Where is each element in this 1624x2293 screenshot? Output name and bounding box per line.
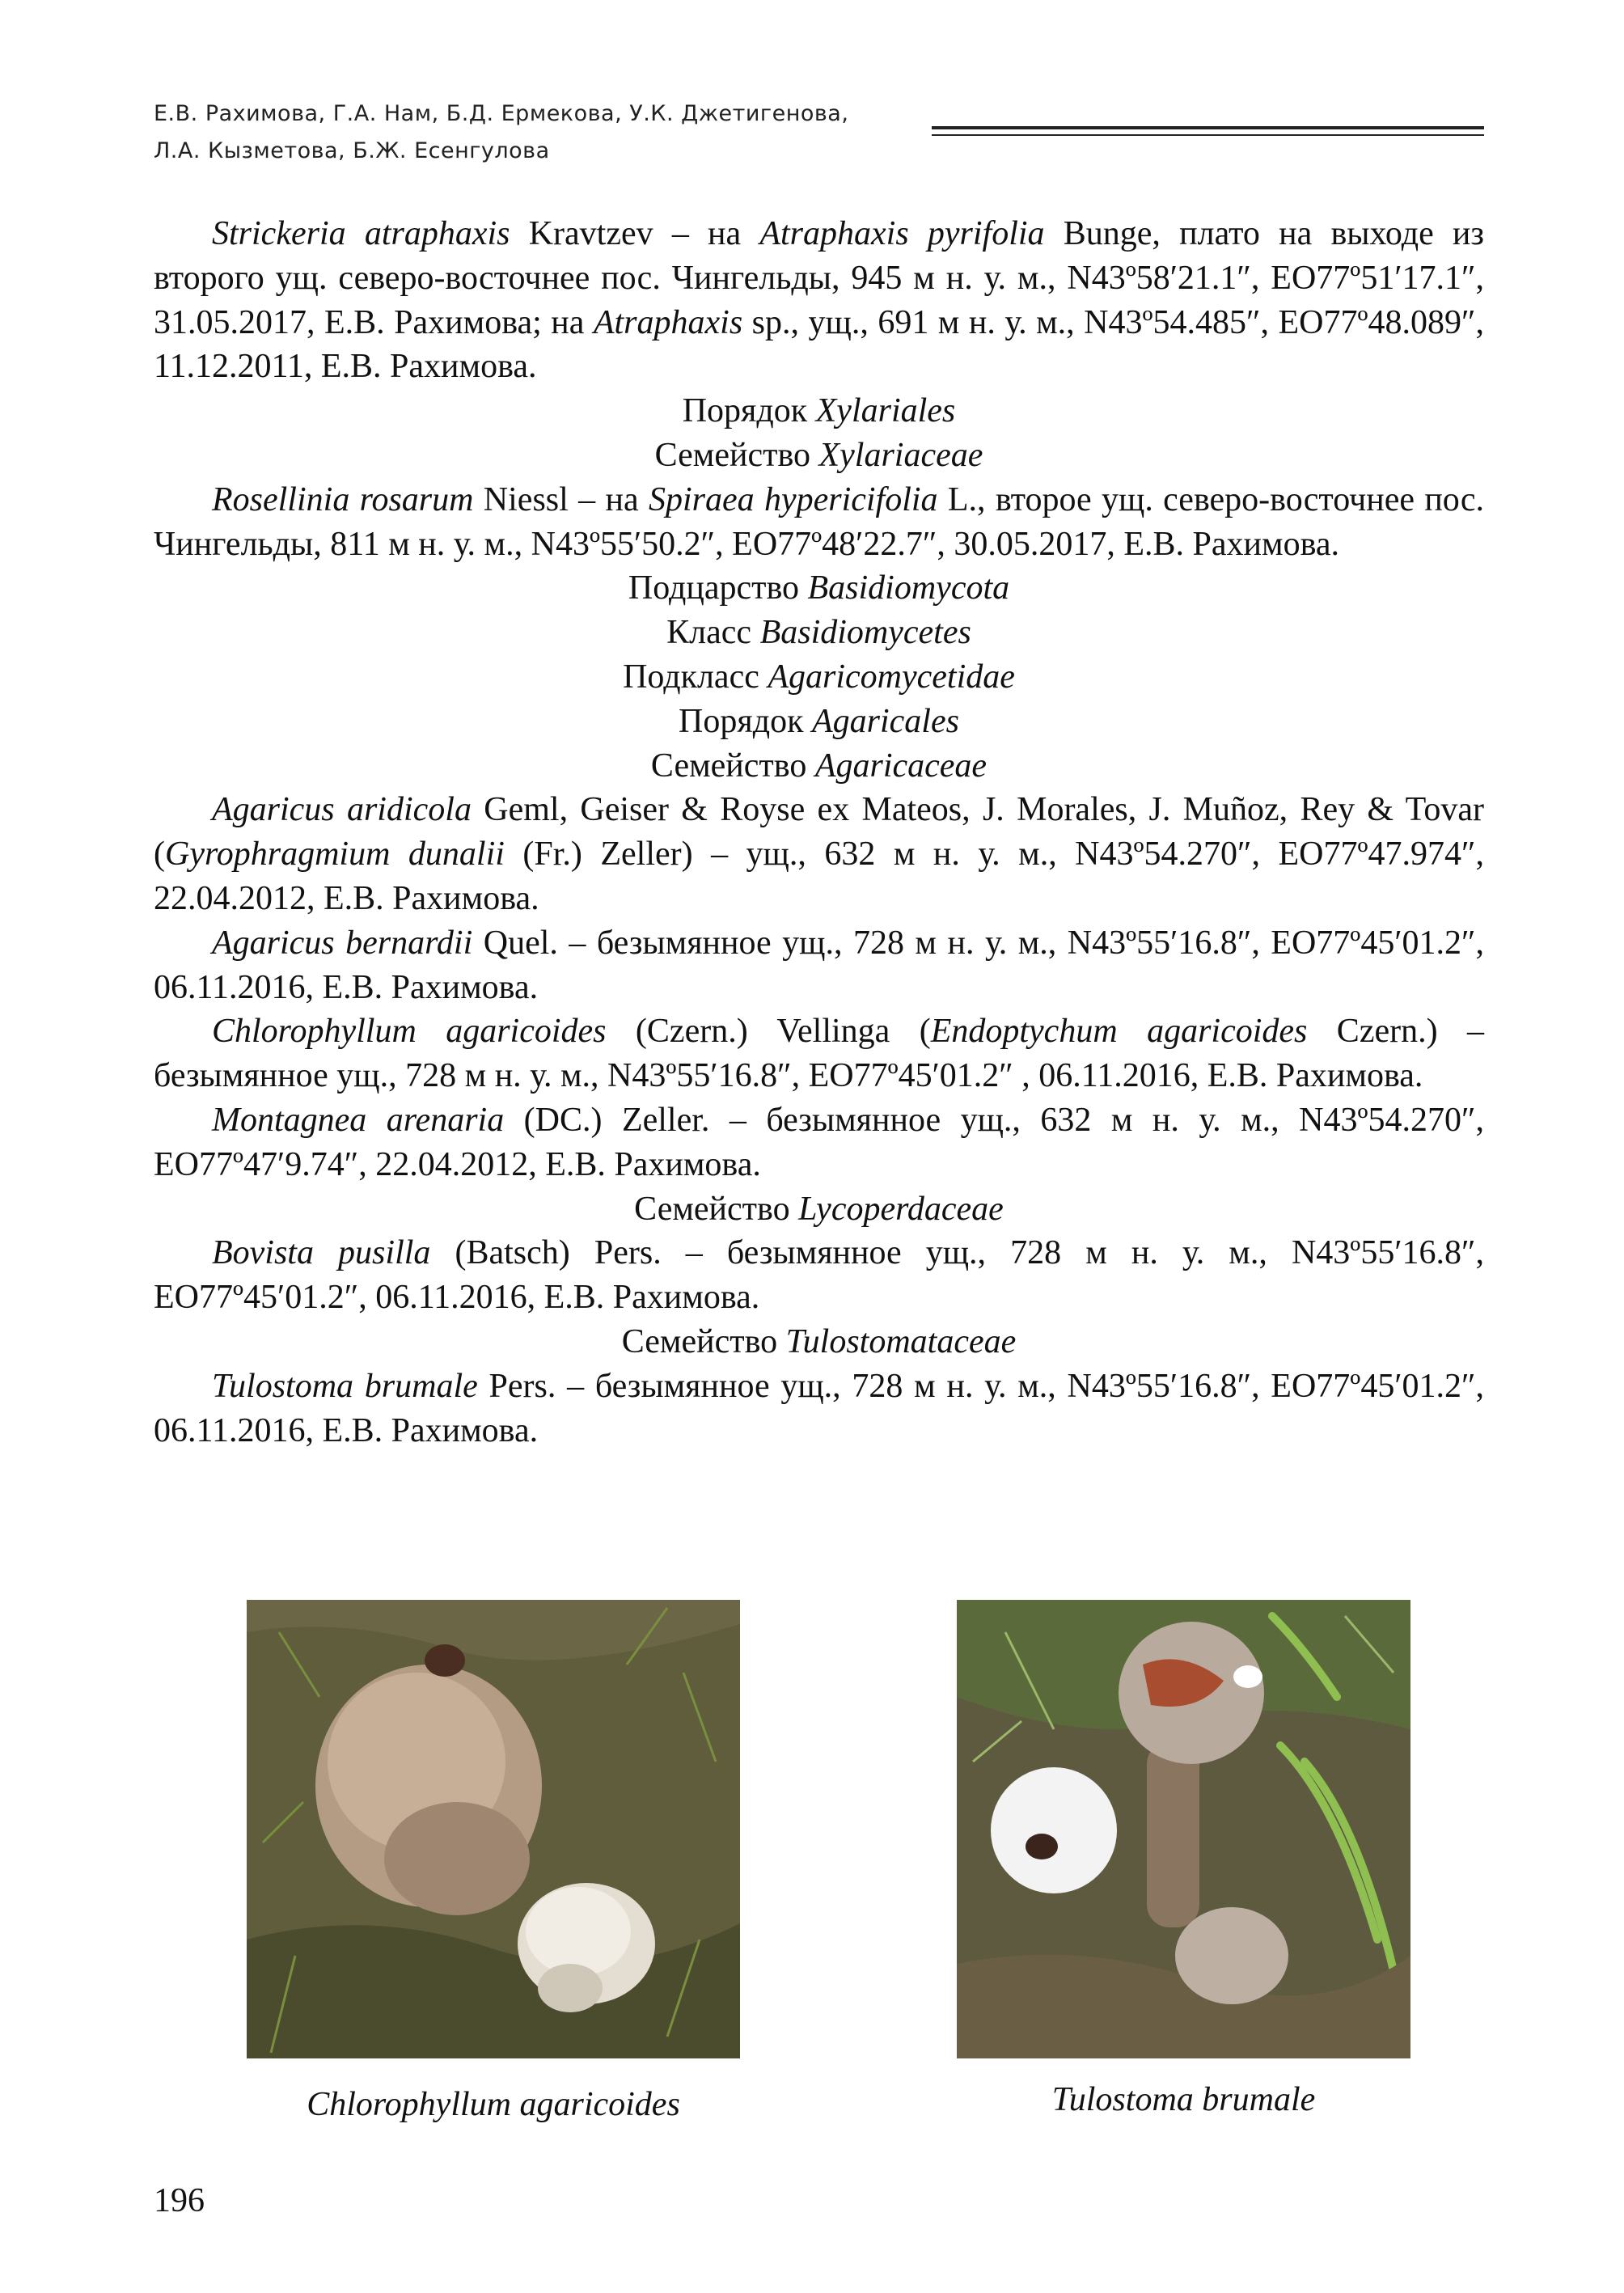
photo-chlorophyllum-illustration <box>247 1600 740 2058</box>
heading-family-lycoperdaceae: Семейство Lycoperdaceae <box>634 1190 1004 1228</box>
photo-tulostoma <box>957 1600 1410 2058</box>
photo-chlorophyllum <box>247 1600 740 2058</box>
main-text <box>154 212 1484 1453</box>
entry-agaricus-bernardii: Agaricus bernardii Quel. – безымянное ущ., 728 м н. у. м., N43º55′16.8″, EO77º45′01.2″, 06.11.2016, Е.В. Рахимова. <box>154 924 1484 1006</box>
heading-family-agaricaceae: Семейство Agaricaceae <box>650 747 988 785</box>
entry-montagnea: Montagnea arenaria (DC.) Zeller. – безымянное ущ., 632 м н. у. м., N43º54.270″, EO77º47′9.74″, 22.04.2012, Е.В. Рахимова. <box>154 1101 1484 1183</box>
entry-chlorophyllum: Chlorophyllum agaricoides (Czern.) Vellinga (Endoptychum agaricoides Czern.) – безымянное ущ., 728 м н. у. м., N43º55′16.8″, EO77º45′01.2″ , 06.11.2016, Е.В. Рахимова. <box>154 1013 1484 1095</box>
heading-family-tulostomataceae: Семейство Tulostomataceae <box>621 1322 1017 1360</box>
entry-bovista: Bovista pusilla (Batsch) Pers. – безымянное ущ., 728 м н. у. м., N43º55′16.8″, EO77º45′01.2″, 06.11.2016, Е.В. Рахимова. <box>154 1234 1484 1317</box>
heading-subkingdom: Подцарство Basidiomycota <box>628 569 1010 607</box>
heading-order-xylariales: Порядок Xylariales <box>682 392 956 430</box>
header-rule-thin <box>932 134 1484 136</box>
entry-agaricus-aridicola: Agaricus aridicola Geml, Geiser & Royse ex Mateos, J. Morales, J. Muñoz, Rey & Tovar (Gyrophragmium dunalii (Fr.) Zeller) – ущ., 632 м н. у. м., N43º54.270″, EO77º47.974″, 22.04.2012, Е.В. Рахимова. <box>154 791 1484 917</box>
caption-tulostoma: Tulostoma brumale <box>1051 2081 1316 2118</box>
photo-tulostoma-illustration <box>957 1600 1410 2058</box>
heading-class: Класс Basidiomycetes <box>666 614 971 652</box>
page-number: 196 <box>154 2182 205 2219</box>
heading-subclass: Подкласс Agaricomycetidae <box>623 658 1015 696</box>
authors-line-1: Е.В. Рахимова, Г.А. Нам, Б.Д. Ермекова, У.К. Джетигенова, <box>154 101 849 126</box>
heading-order-agaricales: Порядок Agaricales <box>679 702 959 740</box>
caption-chlorophyllum: Chlorophyllum agaricoides <box>307 2086 680 2123</box>
entry-rosellinia: Rosellinia rosarum Niessl – на Spiraea hypericifolia L., второе ущ. северо-восточнее пос. Чингельды, 811 м н. у. м., N43º55′50.2″, EO77º48′22.7″, 30.05.2017, Е.В. Рахимова. <box>154 480 1484 563</box>
authors-line-2: Л.А. Кызметова, Б.Ж. Есенгулова <box>154 138 550 163</box>
entry-strickeria: Strickeria atraphaxis Kravtzev – на Atraphaxis pyrifolia Bunge, плато на выходе из второго ущ. северо-восточнее пос. Чингельды, 945 м н. у. м., N43º58′21.1″, EO77º51′17.1″, 31.05.2017, Е.В. Рахимова; на Atraphaxis sp., ущ., 691 м н. у. м., N43º54.485″, EO77º48.089″, 11.12.2011, Е.В. Рахимова. <box>154 215 1484 386</box>
running-header <box>154 95 898 170</box>
header-rule-thick <box>932 126 1484 129</box>
entry-tulostoma: Tulostoma brumale Pers. – безымянное ущ., 728 м н. у. м., N43º55′16.8″, EO77º45′01.2″, 06.11.2016, Е.В. Рахимова. <box>154 1367 1484 1449</box>
heading-family-xylariaceae: Семейство Xylariaceae <box>654 436 983 474</box>
